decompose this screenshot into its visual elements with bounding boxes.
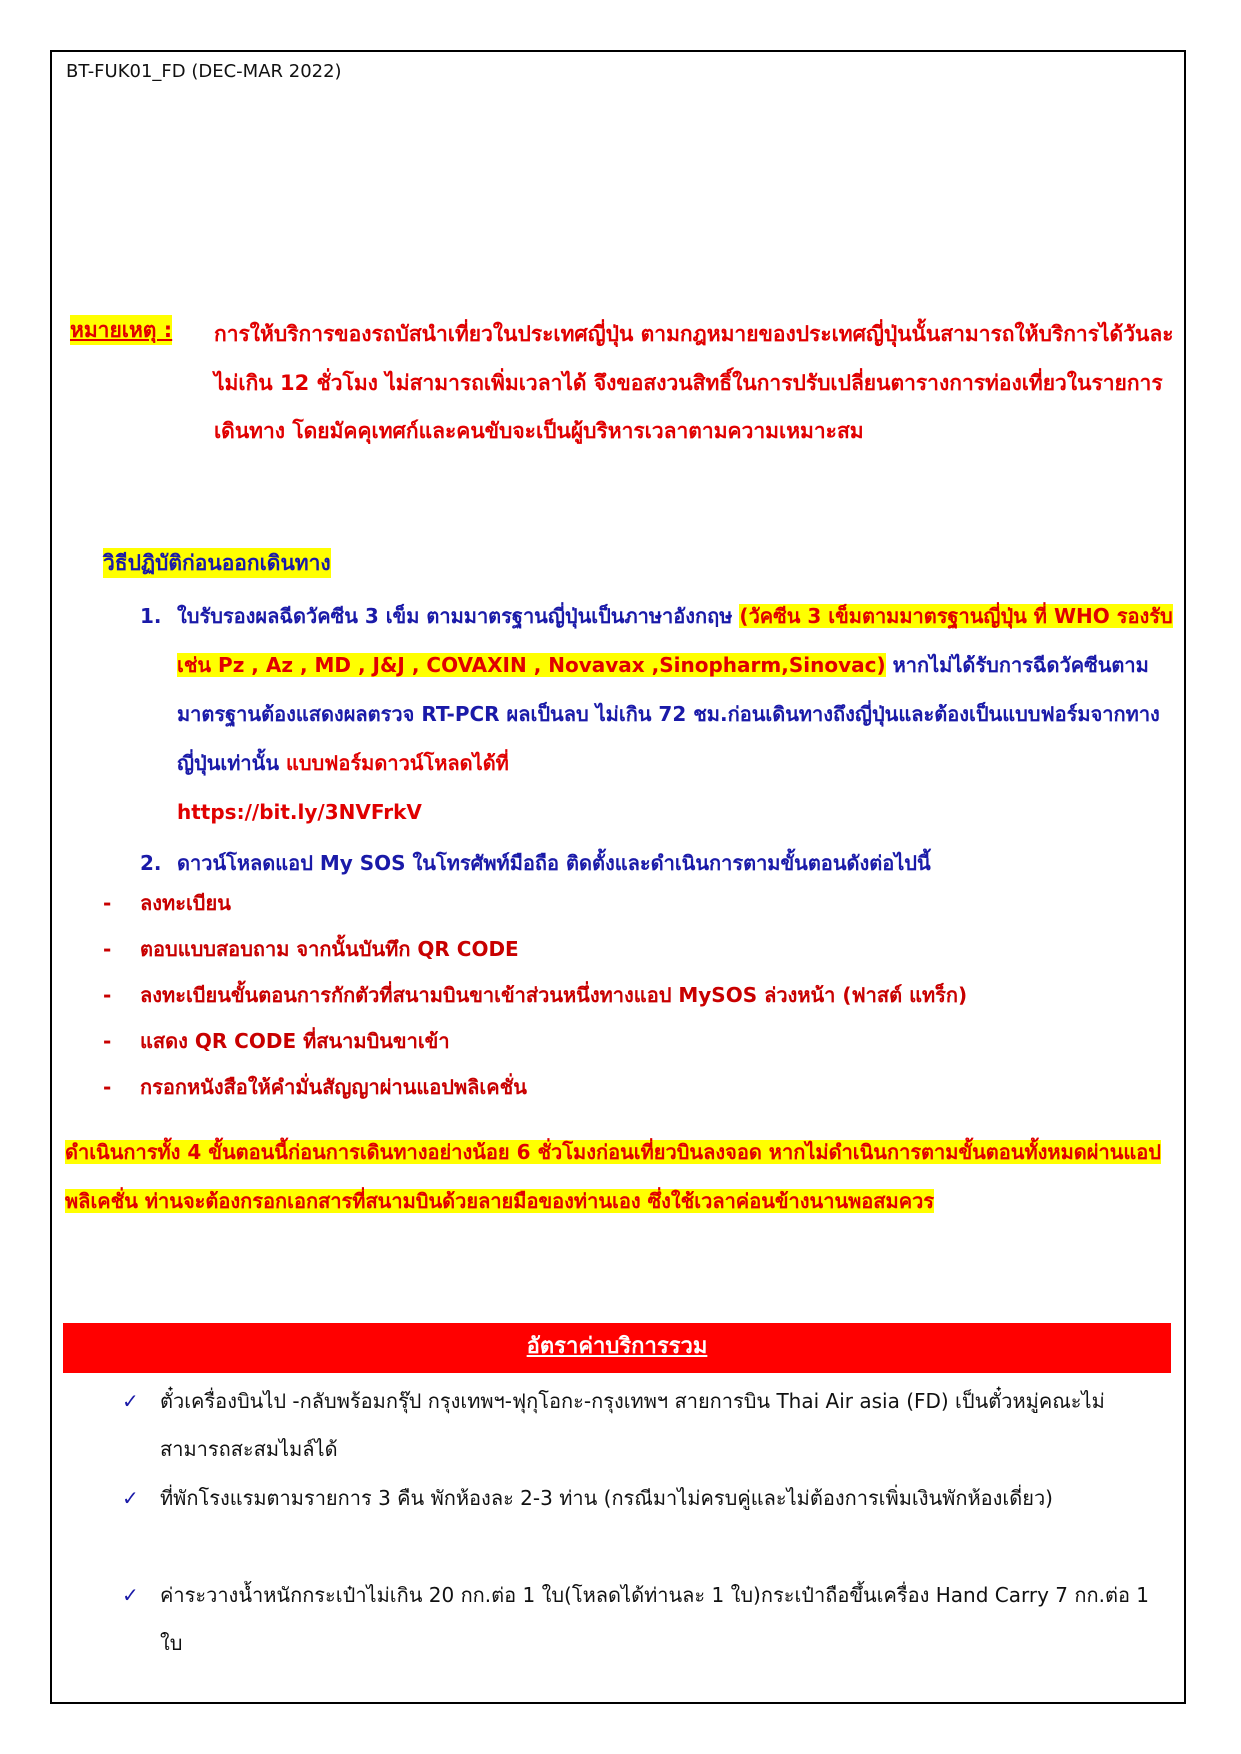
- dash-bullet: -: [103, 1029, 112, 1053]
- dash-bullet: -: [103, 937, 112, 961]
- rate-title: อัตราค่าบริการรวม: [526, 1334, 708, 1359]
- step-text: ลงทะเบียน: [140, 891, 231, 915]
- vaccine-highlight: (วัคซีน 3 เข็มตามมาตรฐานญี่ปุ่น ที่ WHO รองรับ เช่น Pz , Az , MD , J&J , COVAXIN , Novavax ,Sinopharm,Sinovac): [177, 604, 1173, 677]
- checkmark-icon: ✓: [122, 1486, 139, 1510]
- service-text: ที่พักโรงแรมตามรายการ 3 คืน พักห้องละ 2-3 ท่าน (กรณีมาไม่ครบคู่และไม่ต้องการเพิ่มเงินพักห้องเดี่ยว): [160, 1486, 1053, 1510]
- checkmark-icon: ✓: [122, 1389, 139, 1413]
- form-download-text: แบบฟอร์มดาวน์โหลดได้ที่: [285, 751, 509, 775]
- step-text: ลงทะเบียนขั้นตอนการกักตัวที่สนามบินขาเข้าส่วนหนึ่งทางแอป MySOS ล่วงหน้า (ฟาสต์ แทร็ก): [140, 983, 968, 1007]
- step-text: กรอกหนังสือให้คำมั่นสัญญาผ่านแอปพลิเคชั่น: [140, 1075, 527, 1099]
- form-download-link[interactable]: https://bit.ly/3NVFrkV: [177, 800, 422, 824]
- note-text: การให้บริการของรถบัสนำเที่ยวในประเทศญี่ปุ่น ตามกฎหมายของประเทศญี่ปุ่นนั้นสามารถให้บริการได้วันละไม่เกิน 12 ชั่วโมง ไม่สามารถเพิ่มเวลาได้ จึงขอสงวนสิทธิ์ในการปรับเปลี่ยนตารางการท่องเที่ยวในรายการเดินทาง โดยมัคคุเทศก์และคนขับจะเป็นผู้บริหารเวลาตามความเหมาะสม: [214, 322, 1174, 443]
- dash-bullet: -: [103, 1075, 112, 1099]
- item-2-text: ดาวน์โหลดแอป My SOS ในโทรศัพท์มือถือ ติดตั้งและดำเนินการตามขั้นตอนดังต่อไปนี้: [177, 851, 931, 875]
- step-text: ตอบแบบสอบถาม จากนั้นบันทึก QR CODE: [140, 937, 519, 961]
- item-number: 1.: [140, 604, 162, 628]
- warning-text: ดำเนินการทั้ง 4 ขั้นตอนนี้ก่อนการเดินทางอย่างน้อย 6 ชั่วโมงก่อนเที่ยวบินลงจอด หากไม่ดำเนินการตามขั้นตอนทั้งหมดผ่านแอปพลิเคชั่น ท่านจะต้องกรอกเอกสารที่สนามบินด้วยลายมือของท่านเอง ซึ่งใช้เวลาค่อนข้างนานพอสมควร: [65, 1140, 1161, 1213]
- list-item: [0, 879, 1241, 928]
- checkmark-icon: ✓: [122, 1583, 139, 1607]
- dash-bullet: -: [103, 983, 112, 1007]
- rate-banner: [63, 1323, 1171, 1373]
- note-label: หมายเหตุ :: [70, 315, 172, 345]
- list-item: [0, 971, 1241, 1020]
- list-item: [0, 1063, 1241, 1112]
- step-text: แสดง QR CODE ที่สนามบินขาเข้า: [140, 1029, 450, 1053]
- item-1-text-a: ใบรับรองผลฉีดวัคซีน 3 เข็ม ตามมาตรฐานญี่ปุ่นเป็นภาษาอังกฤษ: [177, 604, 740, 628]
- item-1-body: [177, 592, 1177, 837]
- list-item: [0, 1017, 1241, 1066]
- list-item: [0, 925, 1241, 974]
- warning-note: [65, 1128, 1177, 1225]
- document-code: BT-FUK01_FD (DEC-MAR 2022): [66, 61, 342, 82]
- pre-departure-heading: วิธีปฏิบัติก่อนออกเดินทาง: [103, 548, 331, 578]
- service-text: ค่าระวางน้ำหนักกระเป๋าไม่เกิน 20 กก.ต่อ 1 ใบ(โหลดได้ท่านละ 1 ใบ)กระเป๋าถือขึ้นเครื่อง Hand Carry 7 กก.ต่อ 1 ใบ: [160, 1583, 1150, 1655]
- dash-bullet: -: [103, 891, 112, 915]
- item-1-text-b: หากไม่ได้รับการฉีดวัคซีนตามมาตรฐานต้องแสดงผลตรวจ RT-PCR ผลเป็นลบ ไม่เกิน 72 ชม.ก่อนเดินทางถึงญี่ปุ่นและต้องเป็นแบบฟอร์มจากทางญี่ปุ่นเท่านั้น: [177, 653, 1160, 775]
- item-number: 2.: [140, 851, 162, 875]
- service-text: ตั๋วเครื่องบินไป -กลับพร้อมกรุ๊ป กรุงเทพฯ-ฟุกุโอกะ-กรุงเทพฯ สายการบิน Thai Air asia (FD) เป็นตั๋วหมู่คณะไม่สามารถสะสมไมล์ได้: [160, 1389, 1105, 1461]
